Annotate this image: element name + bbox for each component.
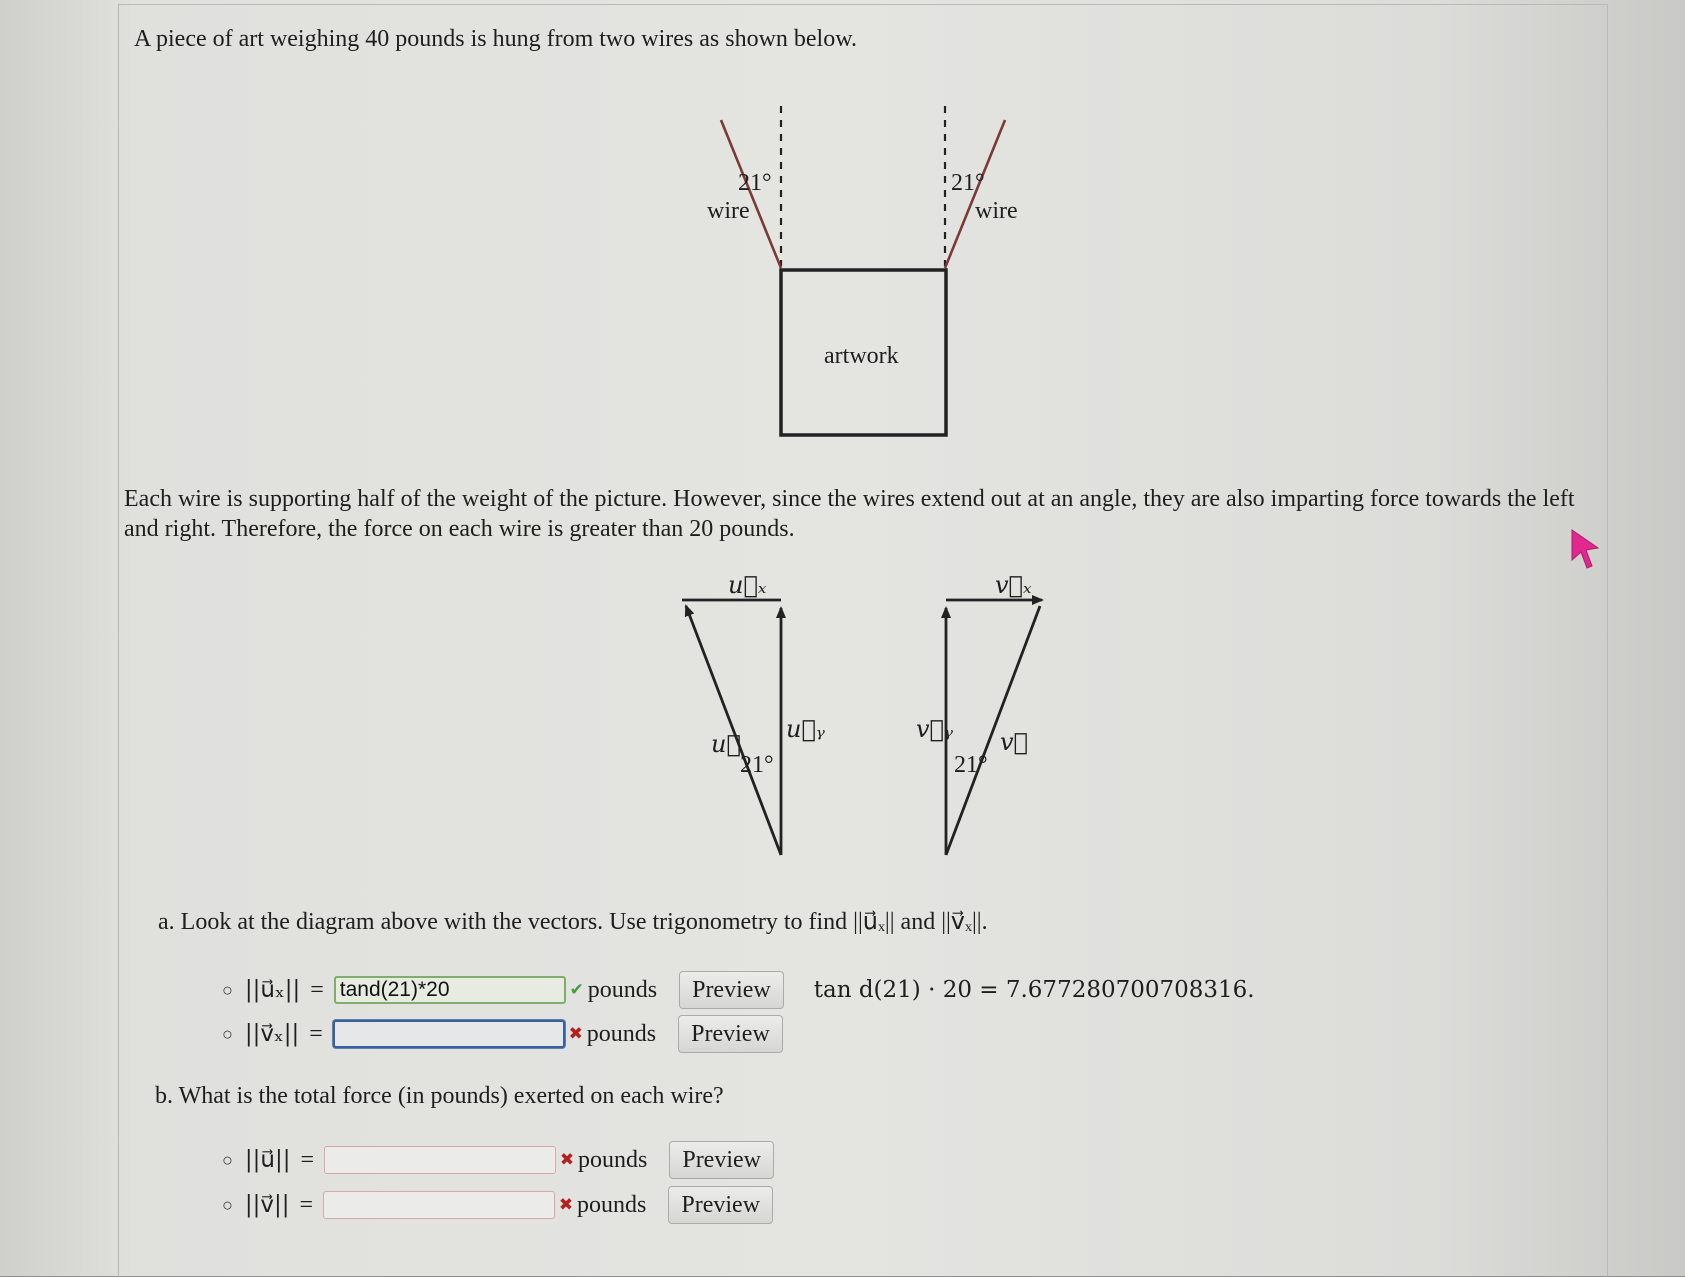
incorrect-x-icon: ✖: [559, 1150, 575, 1170]
part-b-prompt: b. What is the total force (in pounds) exerted on each wire?: [155, 1083, 724, 1109]
unit-label: pounds: [586, 1020, 657, 1047]
unit-label: pounds: [577, 1191, 647, 1218]
unit-label: pounds: [587, 976, 658, 1003]
v-magnitude-label: ||v⃗||: [244, 1192, 290, 1218]
u-angle-label: 21°: [740, 752, 774, 778]
u-magnitude-label: ||u⃗||: [244, 1147, 291, 1173]
vx-preview-button[interactable]: Preview: [678, 1015, 783, 1053]
ux-preview-button[interactable]: Preview: [679, 971, 784, 1009]
mouse-cursor-icon: [1570, 528, 1600, 570]
uy-label: u⃗ᵧ: [786, 715, 825, 743]
incorrect-x-icon: ✖: [568, 1024, 583, 1044]
vx-label: v⃗ₓ: [995, 571, 1032, 599]
equals-sign: =: [310, 976, 324, 1003]
ux-preview-result: tan d(21) · 20 = 7.677280700708316.: [813, 977, 1255, 1003]
vx-answer-row: [222, 1016, 783, 1052]
vy-label: v⃗ᵧ: [916, 715, 953, 743]
explanation-paragraph: Each wire is supporting half of the weight of the picture. However, since the wires extend out at an angle, they are also imparting force towards the left and right. Therefore, the force on each wire is greater than 20 pounds.: [124, 486, 1575, 542]
bullet: ○: [222, 979, 233, 1000]
question-intro: A piece of art weighing 40 pounds is hung from two wires as shown below.: [134, 26, 857, 52]
u-preview-button[interactable]: Preview: [669, 1141, 774, 1179]
part-a-prompt: a. Look at the diagram above with the vectors. Use trigonometry to find ||u⃗ₓ|| and ||v⃗ₓ||.: [158, 909, 988, 935]
v-answer-row: [222, 1187, 773, 1223]
u-answer-row: [222, 1142, 774, 1178]
right-wire-label: wire: [975, 198, 1018, 224]
left-wire-label: wire: [707, 198, 750, 224]
incorrect-x-icon: ✖: [558, 1195, 574, 1215]
u-label: u⃗: [711, 730, 741, 758]
ux-answer-row: [222, 972, 1255, 1008]
left-angle-label: 21°: [738, 170, 772, 196]
vx-answer-input[interactable]: [333, 1020, 565, 1048]
equals-sign: =: [300, 1146, 314, 1173]
v-preview-button[interactable]: Preview: [668, 1186, 773, 1224]
v-label: v⃗: [1000, 728, 1028, 756]
equals-sign: =: [309, 1020, 323, 1047]
v-answer-input[interactable]: [323, 1191, 555, 1219]
u-answer-input[interactable]: [324, 1146, 556, 1174]
bullet: ○: [222, 1194, 233, 1215]
equals-sign: =: [299, 1191, 314, 1218]
bullet: ○: [222, 1023, 233, 1044]
ux-answer-input[interactable]: [334, 976, 566, 1004]
unit-label: pounds: [578, 1146, 648, 1173]
vx-magnitude-label: ||v⃗ₓ||: [244, 1021, 300, 1047]
artwork-label: artwork: [824, 343, 899, 369]
bullet: ○: [222, 1149, 233, 1170]
v-angle-label: 21°: [954, 752, 988, 778]
correct-check-icon: ✔: [569, 980, 584, 1000]
right-angle-label: 21°: [951, 170, 985, 196]
ux-label: u⃗ₓ: [728, 571, 767, 599]
ux-magnitude-label: ||u⃗ₓ||: [244, 977, 301, 1003]
